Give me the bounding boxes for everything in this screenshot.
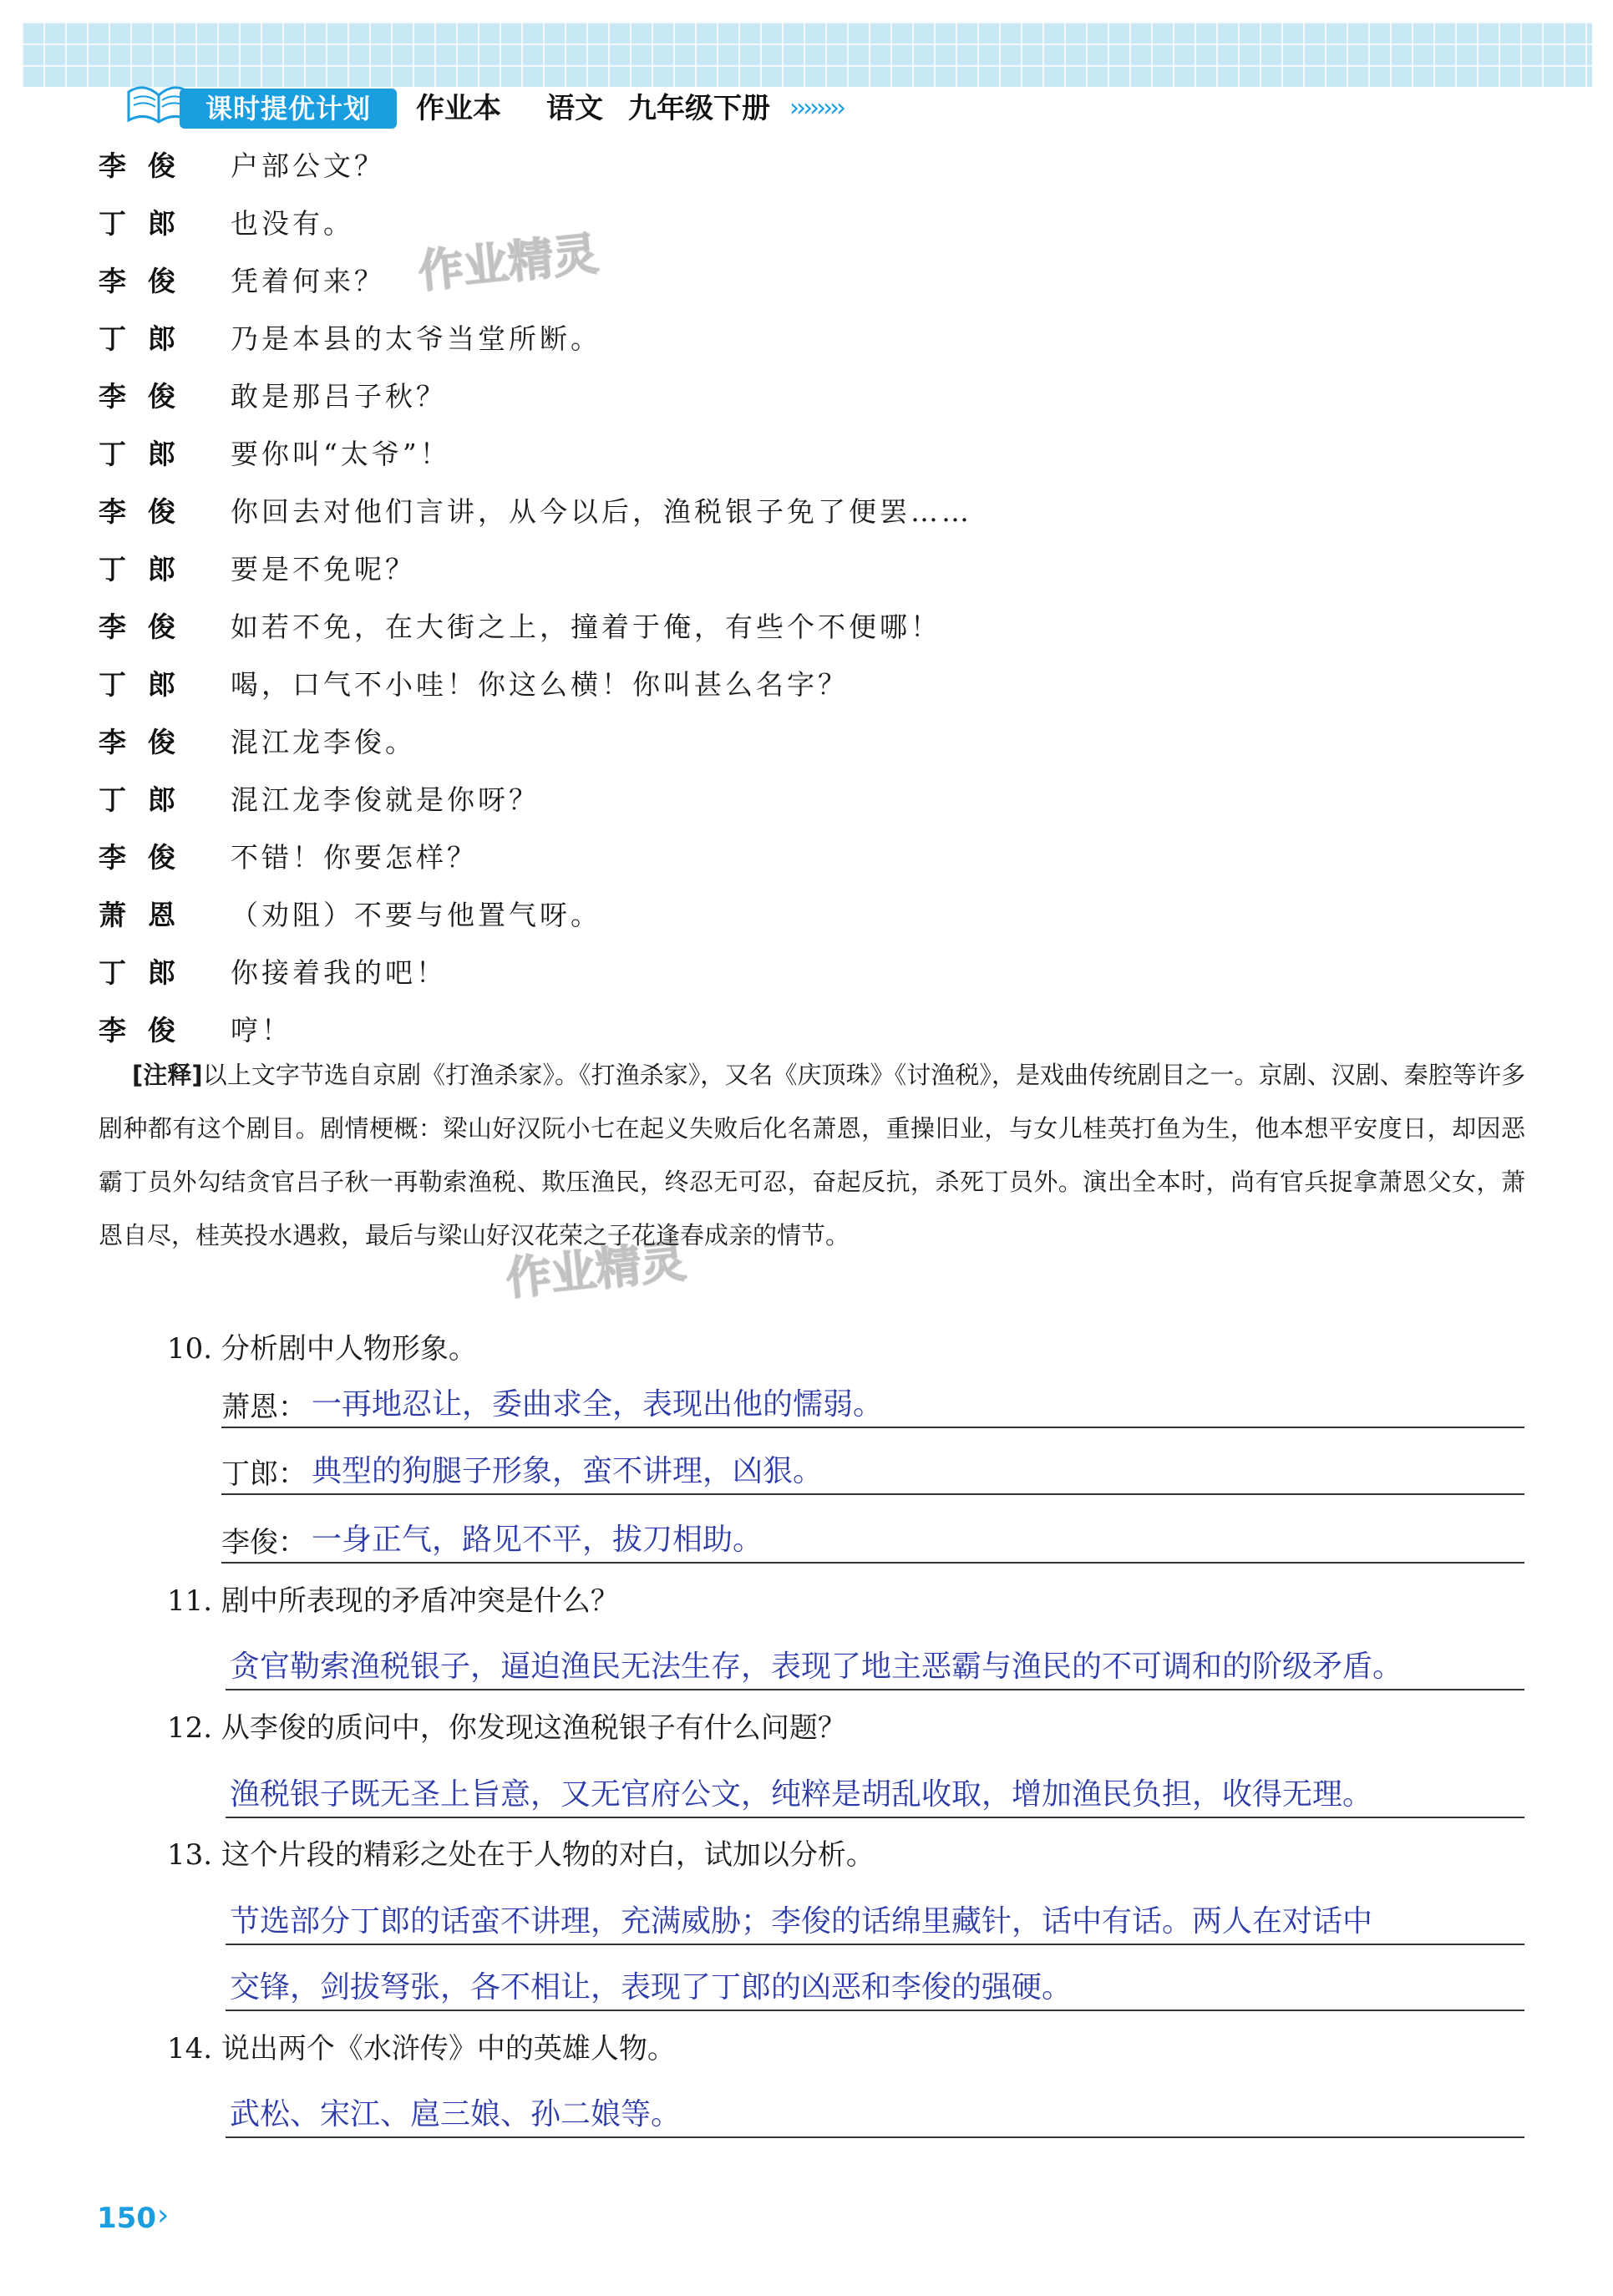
dialogue-row [99,491,972,533]
watermark: 作业精灵 [503,1234,689,1306]
dialogue-row [99,952,447,994]
speaker: 丁郎 [99,207,197,240]
answer-text: 贪官勒索渔税银子，逼迫渔民无法生存，表现了地主恶霸与渔民的不可调和的阶级矛盾。 [230,1650,1403,1684]
speaker: 丁郎 [99,783,197,816]
speech: 如若不免，在大街之上，撞着于俺，有些个不便哪！ [231,611,941,643]
question-10: 10. 分析剧中人物形象。 [167,1332,477,1366]
dialogue-row [99,664,849,706]
answer-label: 萧恩： [221,1391,307,1424]
dialogue-row [99,261,385,302]
speech: 敢是那吕子秋？ [231,380,447,413]
question-11: 11. 剧中所表现的矛盾冲突是什么？ [167,1584,619,1618]
dialogue-row [99,549,416,590]
speech: 哼！ [231,1014,292,1047]
speaker: 李俊 [99,150,197,182]
speaker: 李俊 [99,841,197,874]
speech: 混江龙李俊。 [231,726,416,758]
book-type-label: 作业本 [416,92,501,125]
question-13: 13. 这个片段的精彩之处在于人物的对白，试加以分析。 [167,1838,875,1872]
speech: 也没有。 [231,207,354,240]
dialogue-row [99,895,601,936]
speech: 凭着何来？ [231,265,385,297]
dialogue-row [99,779,540,821]
speaker: 李俊 [99,726,197,758]
speech: 你接着我的吧！ [231,956,447,989]
speaker: 丁郎 [99,438,197,470]
header-chevrons: ›››››››› [789,94,843,123]
brand-label: 课时提优计划 [180,89,397,129]
answer-text: 节选部分丁郎的话蛮不讲理，充满威胁；李俊的话绵里藏针，话中有话。两人在对话中 [230,1904,1373,1939]
speaker: 李俊 [99,380,197,413]
dialogue-row [99,722,416,763]
answer-text: 交锋，剑拔弩张，各不相让，表现了丁郎的凶恶和李俊的强硬。 [230,1970,1073,2005]
speaker: 李俊 [99,611,197,643]
answer-row [226,1639,1524,1690]
speaker: 李俊 [99,1014,197,1047]
speaker: 丁郎 [99,322,197,355]
dialogue-row [99,433,451,475]
dialogue-row [99,376,447,418]
speech: 乃是本县的太爷当堂所断。 [231,322,601,355]
speaker: 李俊 [99,265,197,297]
speech: 户部公文？ [231,150,385,182]
answer-text: 一再地忍让，委曲求全，表现出他的懦弱。 [312,1387,884,1422]
speaker: 丁郎 [99,668,197,701]
question-14: 14. 说出两个《水浒传》中的英雄人物。 [167,2032,676,2065]
annotation-note [99,1048,1525,1262]
answer-row [226,1893,1524,1945]
answer-text: 渔税银子既无圣上旨意，又无官府公文，纯粹是胡乱收取，增加渔民负担，收得无理。 [230,1777,1373,1812]
subject-label: 语文 [546,92,603,125]
answer-row [221,1512,1524,1564]
speaker: 丁郎 [99,956,197,989]
page-number: 150 [97,2202,156,2235]
speech: 不错！你要怎样？ [231,841,478,874]
note-label: [注释] [132,1061,203,1089]
answer-row [226,1766,1524,1818]
note-text: 以上文字节选自京剧《打渔杀家》。《打渔杀家》，又名《庆顶珠》《讨渔税》，是戏曲传统剧目之一。京剧、汉剧、秦腔等许多剧种都有这个剧目。剧情梗概：梁山好汉阮小七在起义失败后化名萧恩，重操旧业，与女儿桂英打鱼为生，他本想平安度日，却因恶霸丁员外勾结贪官吕子秋一再勒索渔税、欺压渔民，终忍无可忍，奋起反抗，杀死丁员外。演出全本时，尚有官兵捉拿萧恩父女，萧恩自尽，桂英投水遇救，最后与梁山好汉花荣之子花逢春成亲的情节。 [99,1061,1525,1249]
answer-text: 武松、宋江、扈三娘、孙二娘等。 [230,2097,682,2131]
answer-row [226,1959,1524,2011]
speech: 混江龙李俊就是你呀？ [231,783,540,816]
answer-label: 李俊： [221,1526,307,1559]
speech: 你回去对他们言讲，从今以后，渔税银子免了便罢…… [231,495,972,528]
grade-label: 九年级下册 [628,92,770,125]
speech: 要是不免呢？ [231,553,416,585]
dialogue-row [99,203,354,245]
answer-text: 典型的狗腿子形象，蛮不讲理，凶狠。 [312,1454,824,1488]
dialogue-row [99,318,601,360]
answer-label: 丁郎： [221,1457,307,1491]
speaker: 丁郎 [99,553,197,585]
speech: （劝阻）不要与他置气呀。 [231,899,601,931]
chevron-right-icon: › [157,2198,170,2233]
dialogue-row [99,1010,292,1052]
speech: 要你叫“太爷”！ [231,438,451,470]
answer-text: 一身正气，路见不平，拔刀相助。 [312,1523,763,1557]
speech: 喝，口气不小哇！你这么横！你叫甚么名字？ [231,668,849,701]
dialogue-row [99,606,941,648]
speaker: 萧恩 [99,899,197,931]
answer-row [221,1443,1524,1495]
dialogue-row [99,837,478,879]
dialogue-row [99,145,385,187]
speaker: 李俊 [99,495,197,528]
answer-row [226,2086,1524,2138]
answer-row [221,1376,1524,1428]
watermark: 作业精灵 [415,226,601,299]
question-12: 12. 从李俊的质问中，你发现这渔税银子有什么问题？ [167,1711,846,1745]
